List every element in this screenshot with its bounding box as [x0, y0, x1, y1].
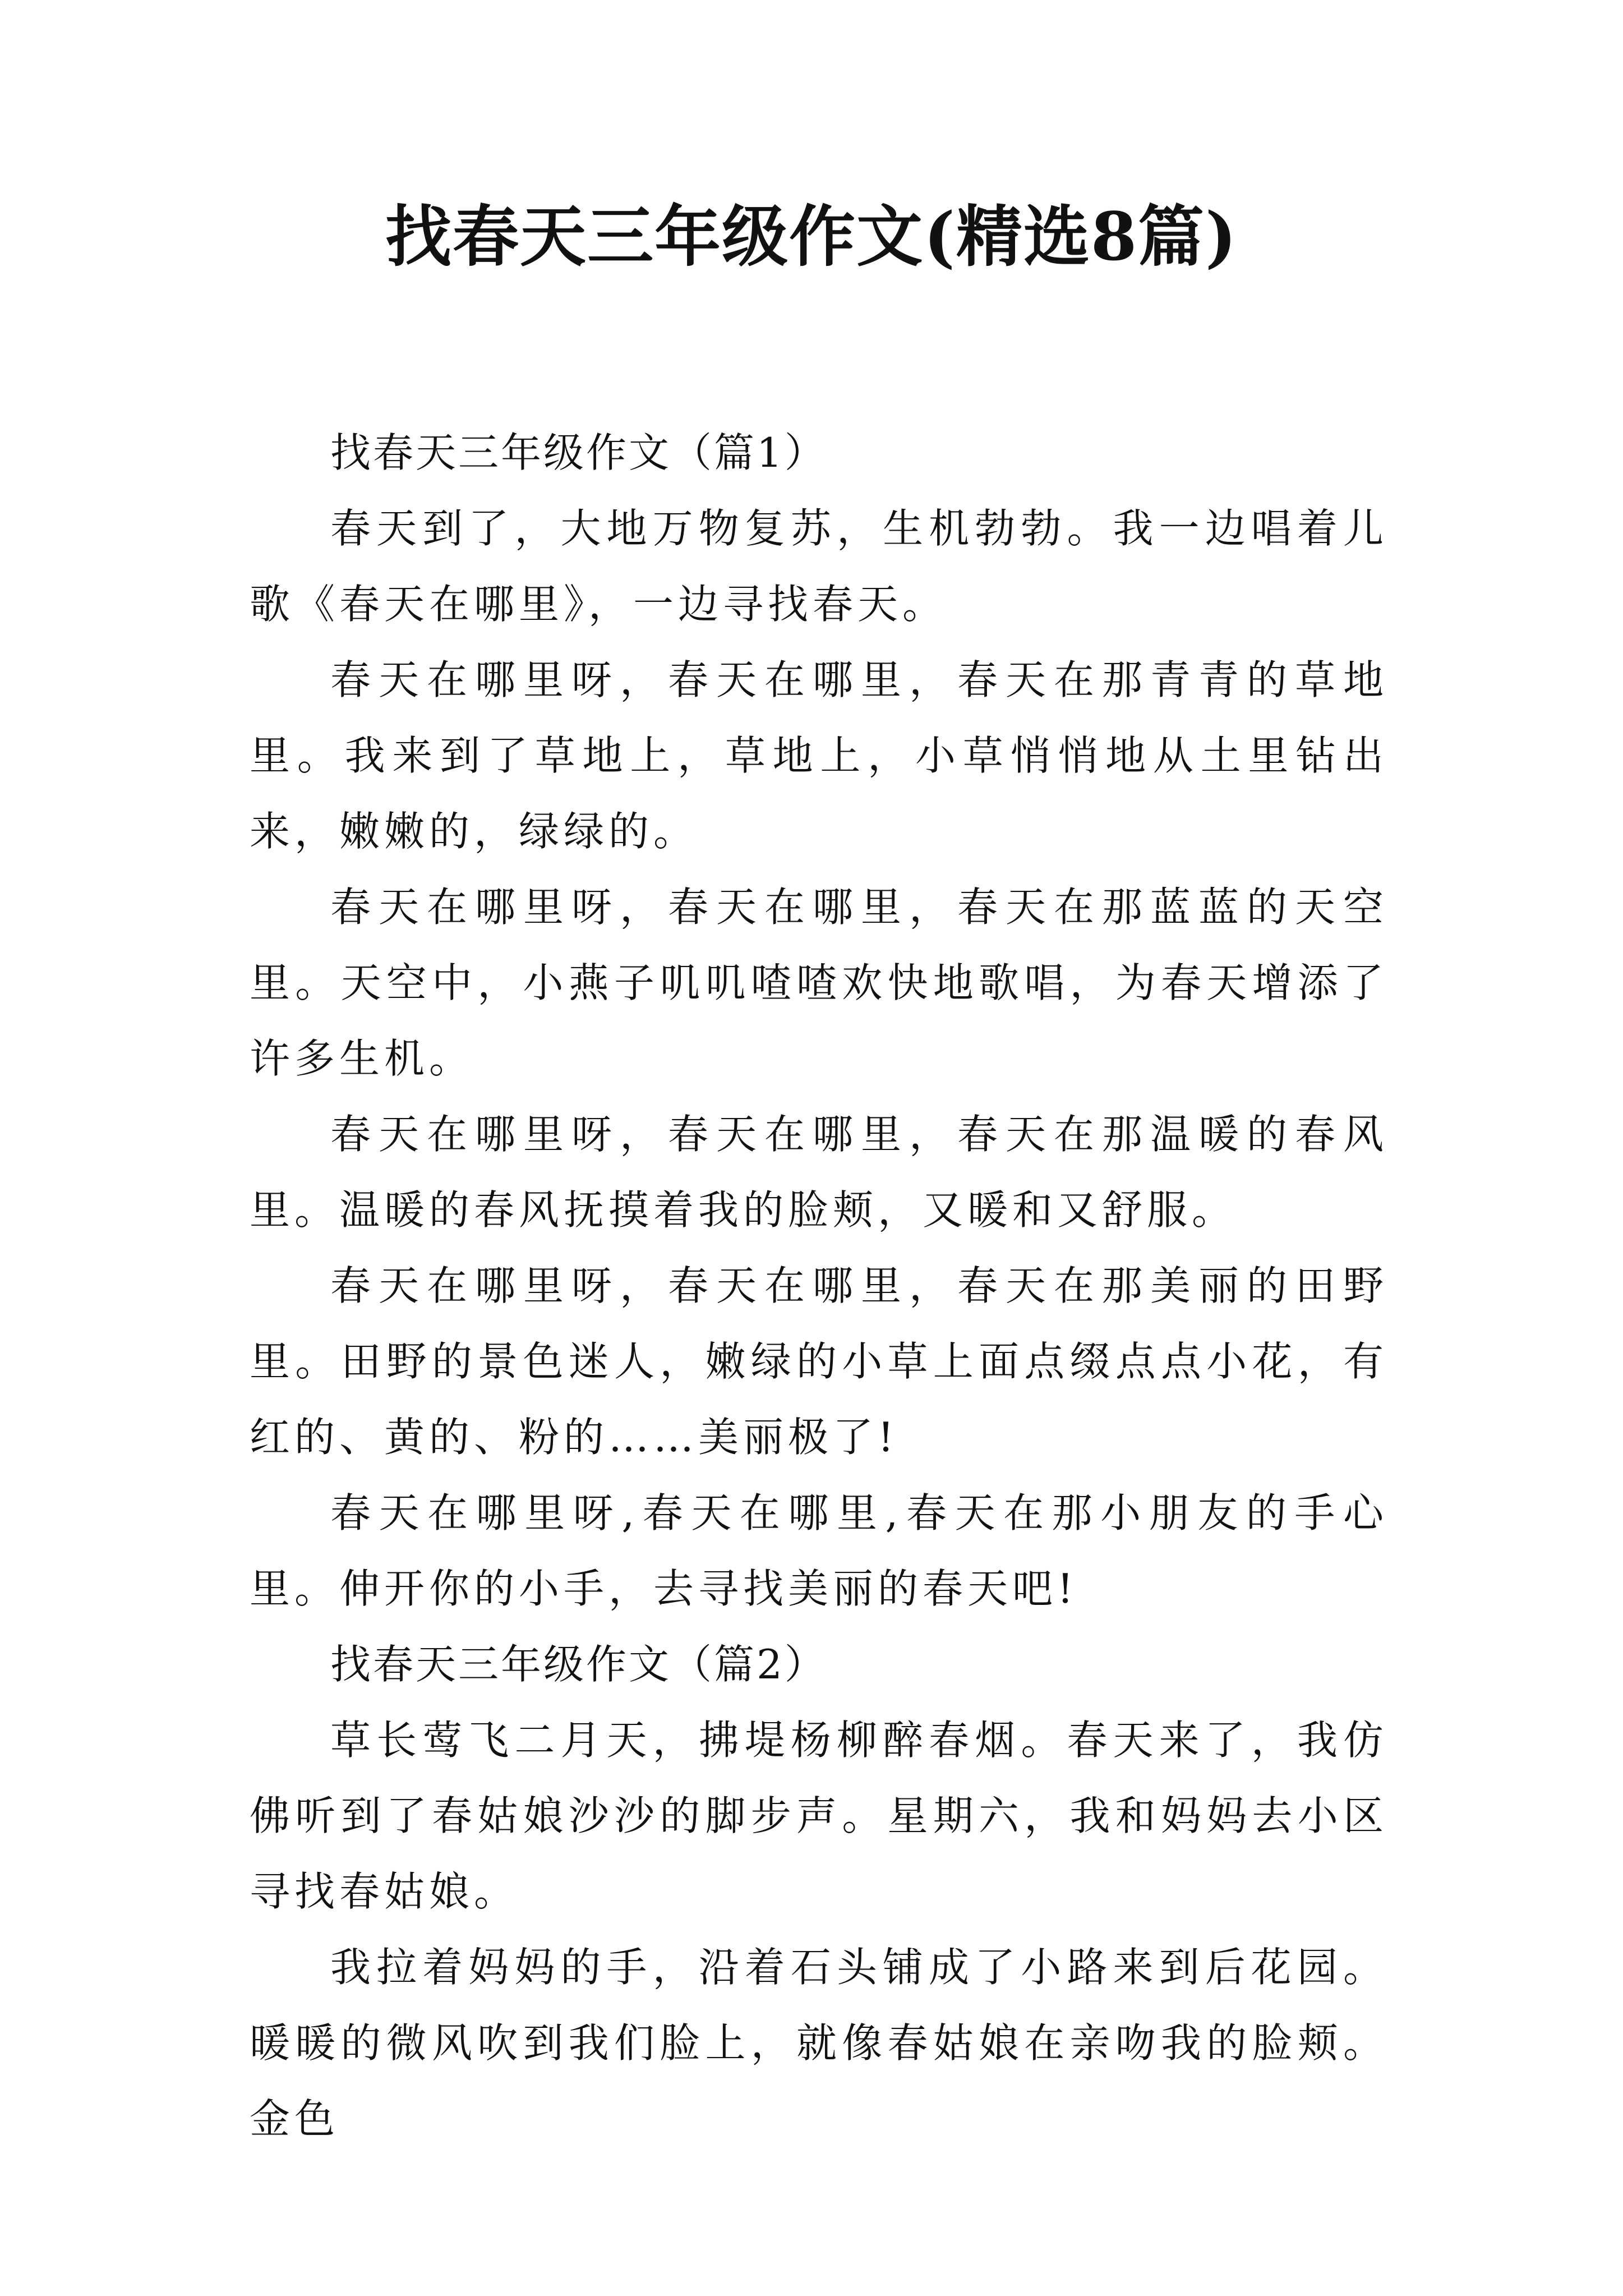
paragraph: 春天在哪里呀，春天在哪里，春天在那蓝蓝的天空里。天空中，小燕子叽叽喳喳欢快地歌唱，为春天增添了许多生机。 [250, 884, 1388, 1082]
paragraph: 春天在哪里呀，春天在哪里，春天在那美丽的田野里。田野的景色迷人，嫩绿的小草上面点缀点点小花，有红的、黄的、粉的……美丽极了! [250, 1262, 1388, 1461]
section-heading: 找春天三年级作文（篇1） [330, 429, 827, 476]
paragraph: 草长莺飞二月天，拂堤杨柳醉春烟。春天来了，我仿佛听到了春姑娘沙沙的脚步声。星期六，我和妈妈去小区寻找春姑娘。 [250, 1717, 1388, 1915]
document-title: 找春天三年级作文(精选8篇) [385, 197, 1238, 275]
paragraph: 我拉着妈妈的手，沿着石头铺成了小路来到后花园。暖暖的微风吹到我们脸上，就像春姑娘在亲吻我的脸颊。金色 [250, 1944, 1388, 2142]
paragraph: 春天在哪里呀，春天在哪里，春天在那青青的草地里。我来到了草地上，草地上，小草悄悄地从土里钻出来，嫩嫩的，绿绿的。 [250, 656, 1388, 855]
section-heading: 找春天三年级作文（篇2） [330, 1641, 827, 1688]
paragraph: 春天在哪里呀，春天在哪里，春天在那温暖的春风里。温暖的春风抚摸着我的脸颊，又暖和又舒服。 [250, 1111, 1388, 1234]
document-body [250, 415, 1388, 2157]
paragraph: 春天在哪里呀,春天在哪里,春天在那小朋友的手心里。伸开你的小手，去寻找美丽的春天吧! [250, 1489, 1388, 1612]
paragraph: 春天到了，大地万物复苏，生机勃勃。我一边唱着儿歌《春天在哪里》，一边寻找春天。 [250, 505, 1388, 628]
